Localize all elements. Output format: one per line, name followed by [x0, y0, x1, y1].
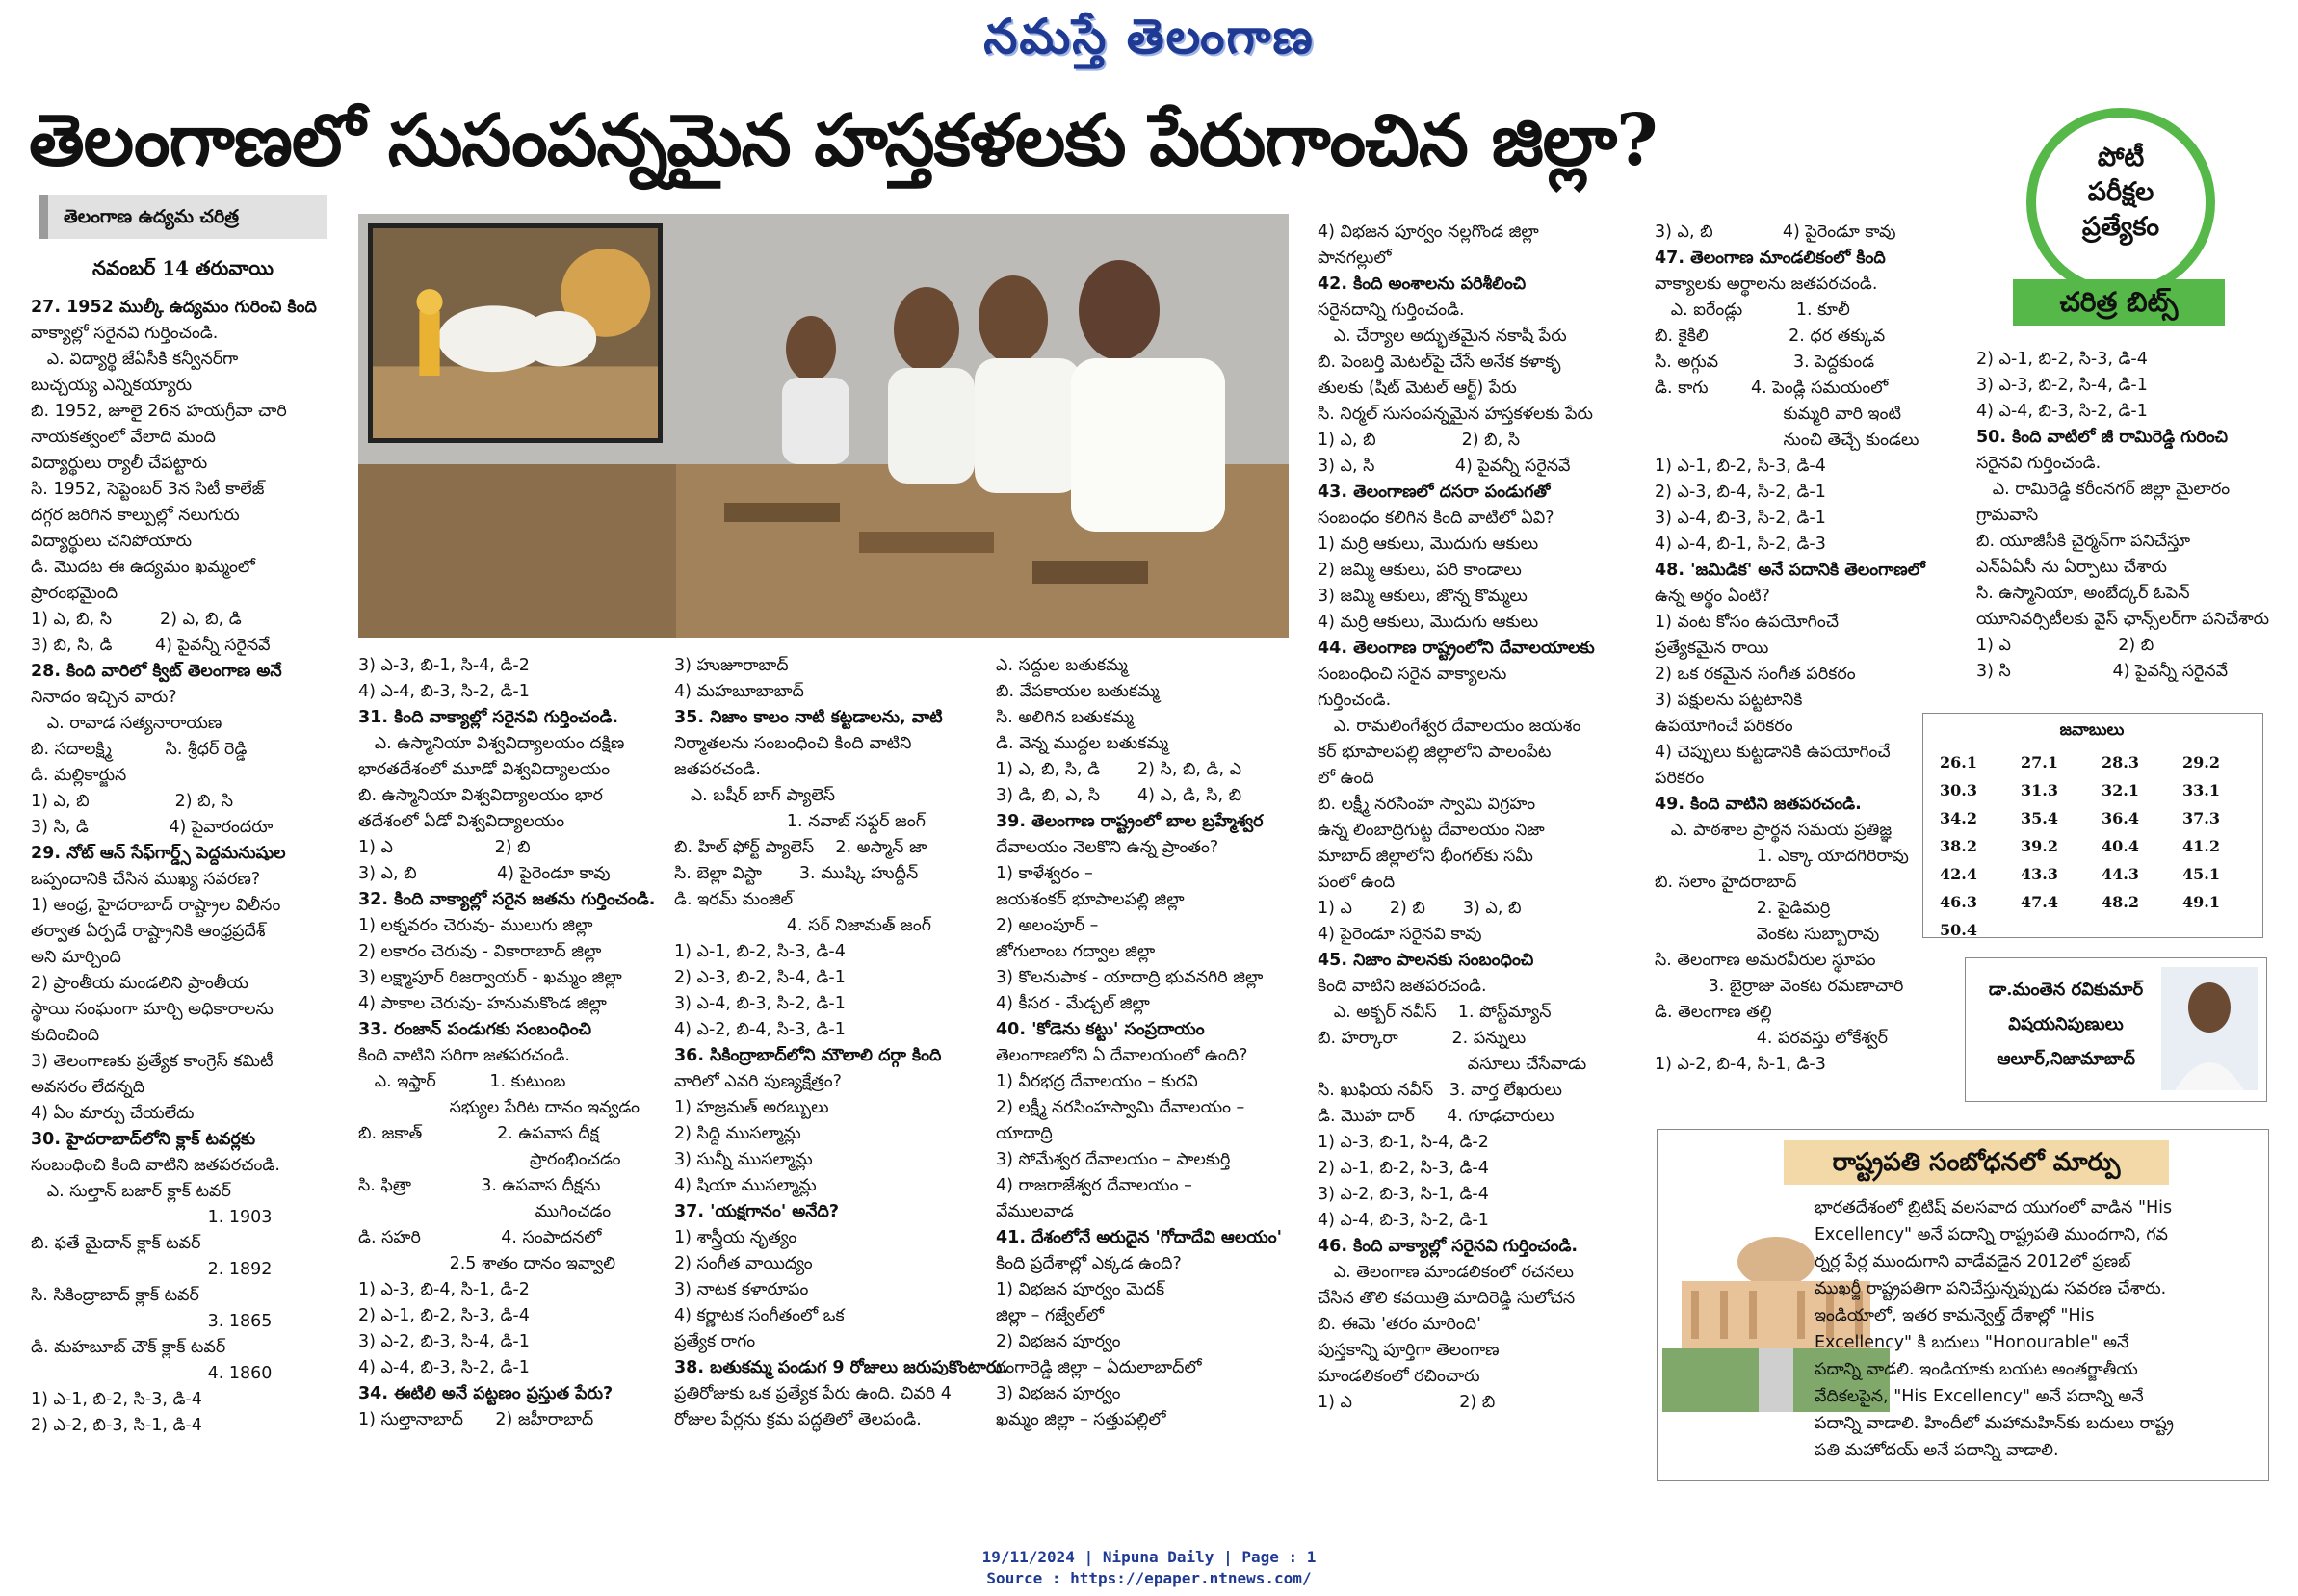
text-line: తెలంగాణలోని ఏ దేవాలయంలో ఉంది?: [996, 1046, 1248, 1065]
text-line: పదాన్ని వాడలి. ఇండియాకు బయట అంతర్జాతీయ: [1815, 1360, 2138, 1379]
text-line: గుర్తించండి.: [1318, 691, 1392, 710]
text-line: వారిలో ఎవరి పుణ్యక్షేత్రం?: [674, 1072, 842, 1091]
column-3: [674, 653, 1008, 1433]
answer-item: 47.4: [2021, 893, 2058, 911]
text-line: 2) ప్రాంతీయ మండలిని ప్రాంతీయ: [31, 974, 248, 993]
text-line: 1) లక్నవరం చెరువు- ములుగు జిల్లా: [358, 916, 593, 935]
text-line: 4) కీసర - మేడ్చల్ జిల్లా: [996, 994, 1150, 1013]
text-line: 1) ఎ, బి, సి 2) ఎ, బి, డి: [31, 610, 242, 629]
answer-item: 31.3: [2021, 781, 2058, 799]
text-line: తులకు (షీట్ మెటల్ ఆర్ట్) పేరు: [1318, 379, 1517, 398]
text-line: 4) పాకాల చెరువు- హనుమకొండ జిల్లా: [358, 994, 607, 1013]
text-line: 3) ఎ, సి 4) పైవన్నీ సరైనవే: [1318, 457, 1571, 476]
text-line: ఎ. ఇఫ్తార్ 1. కుటుంబ: [358, 1072, 566, 1091]
text-line: వేములవాడ: [996, 1202, 1074, 1221]
expert-info: [1974, 973, 2157, 1077]
text-line: నినాదం ఇచ్చిన వారు?: [31, 688, 177, 707]
text-line: 2) ఎ-2, బి-3, సి-1, డి-4: [31, 1416, 202, 1435]
text-line: 3) ఎ, బి 4) పైరెండూ కావు: [1655, 222, 1896, 242]
text-line: 1) ఎ-1, బి-2, సి-3, డి-4: [674, 942, 846, 961]
text-line: ప్రతిరోజుకు ఒక ప్రత్యేక పేరు ఉంది. చివరి 4: [674, 1384, 952, 1403]
text-line: 1) సుల్తానాబాద్ 2) జహీరాబాద్: [358, 1410, 594, 1429]
text-line: బి. లక్ష్మీ నరసింహ స్వామి విగ్రహం: [1318, 795, 1536, 814]
text-line: ర్నర్ల పేర్ల ముందుగాని వాడేవడైన 2012లో ప్రణబ్: [1815, 1252, 2131, 1271]
text-line: జోగులాంబ గద్వాల జిల్లా: [996, 942, 1156, 961]
text-line: బి. 1952, జూలై 26న హయగ్రీవా చారి: [31, 402, 287, 421]
text-line: 1) వీరభద్ర దేవాలయం – కురవి: [996, 1072, 1198, 1091]
answer-item: 26.1: [1940, 753, 1977, 772]
text-line: యూనివర్సిటీలకు వైస్ ఛాన్స్‌లర్‌గా పనిచేశారు: [1976, 610, 2270, 629]
text-line: బి. ఫతే మైదాన్ క్లాక్ టవర్: [31, 1234, 201, 1253]
text-line: 2) లకారం చెరువు - వికారాబాద్ జిల్లా: [358, 942, 602, 961]
text-line: Excellency" అనే పదాన్ని రాష్ట్రపతి ముందగాని, గవ: [1815, 1225, 2168, 1244]
text-line: 1) ఎ-1, బి-2, సి-3, డి-4: [1655, 457, 1826, 476]
text-line: Excellency" కి బదులు "Honourable" అనే: [1815, 1333, 2129, 1352]
footer: [0, 1547, 2298, 1589]
text-line: 3) సి 4) పైవన్నీ సరైనవే: [1976, 662, 2229, 681]
masthead: నమస్తే తెలంగాణ: [983, 8, 1315, 65]
badge-line: ప్రత్యేకం: [2081, 212, 2160, 242]
text-line: 43. తెలంగాణలో దసరా పండుగతో: [1318, 483, 1551, 502]
text-line: డి. వెన్న ముద్దల బతుకమ్మ: [996, 734, 1169, 753]
text-line: 47. తెలంగాణ మాండలికంలో కింది: [1655, 249, 1886, 268]
text-line: 3) ఎ-3, బి-1, సి-4, డి-2: [358, 656, 530, 675]
text-line: 28. కింది వారిలో క్విట్ తెలంగాణ అనే: [31, 662, 282, 681]
text-line: 29. నోట్ ఆన్ సేఫ్‌గార్డ్స్ పెద్దమనుషుల: [31, 844, 286, 863]
text-line: విద్యార్థులు చనిపోయారు: [31, 532, 193, 551]
text-line: ఎ. విద్యార్థి జేఏసీకి కన్వీనర్‌గా: [31, 350, 239, 369]
text-line: ఎ. బషీర్ బాగ్ ప్యాలెస్: [674, 786, 836, 805]
text-line: జిల్లా – గజ్వేల్‌లో: [996, 1306, 1105, 1325]
answer-item: 30.3: [1940, 781, 1977, 799]
text-line: విద్యార్థులు ర్యాలీ చేపట్టారు: [31, 454, 208, 473]
text-line: ఉన్న అర్థం ఏంటి?: [1655, 587, 1770, 606]
text-line: ఎ. ఉస్మానియా విశ్వవిద్యాలయం దక్షిణ: [358, 734, 625, 753]
text-line: బి. వేపకాయల బతుకమ్మ: [996, 682, 1160, 701]
text-line: బి. ఈమె 'తరం మారింది': [1318, 1315, 1481, 1334]
text-line: నిర్మాతలను సంబంధించి కింది వాటిని: [674, 734, 912, 753]
text-line: బి. సలాం హైదరాబాద్: [1655, 873, 1797, 892]
text-line: 2) ఒక రకమైన సంగీత పరికరం: [1655, 665, 1856, 684]
text-line: పుస్తకాన్ని పూర్తిగా తెలంగాణ: [1318, 1341, 1500, 1360]
text-line: ప్రత్యేక రాగం: [674, 1332, 756, 1351]
text-line: భారతదేశంలో మూడో విశ్వవిద్యాలయం: [358, 760, 611, 779]
text-line: 1) ఎ 2) బి: [1318, 1393, 1496, 1412]
text-line: ఒప్పందానికి చేసిన ముఖ్య సవరణ?: [31, 870, 261, 889]
text-line: 1) మర్రి ఆకులు, మొదుగు ఆకులు: [1318, 535, 1539, 554]
text-line: చేసిన తొలి కవయిత్రి మాదిరెడ్డి సులోచన: [1318, 1289, 1576, 1308]
text-line: 1) ఎ-2, బి-4, సి-1, డి-3: [1655, 1055, 1826, 1074]
text-line: 4. పరవస్తు లోకేశ్వర్: [1655, 1029, 1888, 1048]
answer-item: 48.2: [2102, 893, 2139, 911]
text-line: బుచ్చయ్య ఎన్నికయ్యారు: [31, 376, 193, 395]
text-line: డి. మొదట ఈ ఉద్యమం ఖమ్మంలో: [31, 558, 255, 577]
text-line: కింది వాటిని సరిగా జతపరచండి.: [358, 1046, 570, 1065]
text-line: 27. 1952 ముల్కీ ఉద్యమం గురించి కింది: [31, 298, 317, 317]
text-line: మాండలికంలో రచించారు: [1318, 1367, 1480, 1386]
text-line: 40. 'కోడెను కట్టు' సంప్రదాయం: [996, 1020, 1205, 1039]
text-line: 1) ఆంధ్ర, హైదరాబాద్ రాష్ట్రాల విలీనం: [31, 896, 281, 915]
text-line: 1) ఎ, బి, సి, డి 2) సి, బి, డి, ఎ: [996, 760, 1242, 779]
text-line: 1. ఎక్కా యాదగిరిరావు: [1655, 847, 1909, 866]
text-line: నుంచి తెచ్చే కుండలు: [1655, 431, 1919, 450]
badge-tag: చరిత్ర బిట్స్: [2013, 279, 2225, 326]
text-line: వెంకట సుబ్బారావు: [1655, 925, 1880, 944]
text-line: ఎ. పాఠశాల ప్రార్థన సమయ ప్రతిజ్ఞ: [1655, 821, 1893, 840]
text-line: 4) ఎ-4, బి-3, సి-2, డి-1: [1318, 1211, 1489, 1230]
text-line: పతి మహోదయ్ అనే పదాన్ని వాడాలి.: [1815, 1441, 2059, 1460]
answer-item: 36.4: [2102, 809, 2139, 827]
text-line: బి. పెంబర్తి మెటల్‌పై చేసే అనేక కళాకృ: [1318, 353, 1561, 372]
text-line: 3) సి, డి 4) పైవారందరూ: [31, 818, 274, 837]
text-line: 32. కింది వాక్యాల్లో సరైన జతను గుర్తించండి.: [358, 890, 656, 909]
column-4: [996, 653, 1304, 1433]
text-line: గ్రామవాసి: [1976, 506, 2039, 525]
text-line: 3) డి, బి, ఎ, సి 4) ఎ, డి, సి, బి: [996, 786, 1242, 805]
text-line: 42. కింది అంశాలను పరిశీలించి: [1318, 275, 1527, 294]
president-title: రాష్ట్రపతి సంబోధనలో మార్పు: [1784, 1140, 2169, 1185]
text-line: 4) కర్ణాటక సంగీతంలో ఒక: [674, 1306, 845, 1325]
text-line: డి. సహరి 4. సంపాదనలో: [358, 1228, 602, 1247]
expert-role: విషయనిపుణులు: [2008, 1014, 2124, 1034]
text-line: 4) షియా ముసల్మాన్లు: [674, 1176, 817, 1195]
text-line: 4) మహబూబాబాద్: [674, 682, 804, 701]
text-line: 30. హైదరాబాద్‌లోని క్లాక్ టవర్లకు: [31, 1130, 256, 1149]
text-line: 2) విభజన పూర్వం: [996, 1332, 1121, 1351]
answer-item: 34.2: [1940, 809, 1977, 827]
text-line: 3) ఎ-2, బి-3, సి-1, డి-4: [1318, 1185, 1489, 1204]
text-line: 4) చెప్పులు కుట్టడానికి ఉపయోగించే: [1655, 743, 1891, 762]
text-line: 4) మర్రి ఆకులు, మొదుగు ఆకులు: [1318, 613, 1539, 632]
answer-item: 46.3: [1940, 893, 1977, 911]
text-line: తదేశంలో ఏడో విశ్వవిద్యాలయం: [358, 812, 565, 831]
answer-item: 33.1: [2182, 781, 2220, 799]
text-line: సరైనదాన్ని గుర్తించండి.: [1318, 301, 1465, 320]
answer-item: 32.1: [2102, 781, 2139, 799]
text-line: కింది ప్రదేశాల్లో ఎక్కడ ఉంది?: [996, 1254, 1182, 1273]
text-line: 2) ఎ-3, బి-4, సి-2, డి-1: [1655, 483, 1826, 502]
text-line: డి. మొహ దార్ 4. గూఢచారులు: [1318, 1107, 1554, 1126]
text-line: దగ్గర జరిగిన కాల్పుల్లో నలుగురు: [31, 506, 240, 525]
text-line: 3) పక్షులను పట్టటానికి: [1655, 691, 1803, 710]
text-line: ఎ. రామిరెడ్డి కరీంనగర్ జిల్లా మైలారం: [1976, 480, 2231, 499]
text-line: 35. నిజాం కాలం నాటి కట్టడాలను, వాటి: [674, 708, 943, 727]
column-2: [358, 653, 663, 1433]
text-line: 2) జమ్మి ఆకులు, పరి కాండాలు: [1318, 561, 1522, 580]
text-line: 3) విభజన పూర్వం: [996, 1384, 1121, 1403]
text-line: డి. తెలంగాణ తల్లి: [1655, 1003, 1772, 1022]
answer-item: 38.2: [1940, 837, 1977, 855]
text-line: 1. నవాబ్ సఫ్దర్ జంగ్: [674, 812, 926, 831]
text-line: 4) ఎ-4, బి-3, సి-2, డి-1: [358, 1358, 530, 1377]
text-line: ప్రారంభమైంది: [31, 584, 118, 603]
text-line: వాక్యాలకు అర్థాలను జతపరచండి.: [1655, 275, 1878, 294]
answer-item: 41.2: [2182, 837, 2220, 855]
text-line: 4) ఎ-4, బి-3, సి-2, డి-1: [1976, 402, 2148, 421]
text-line: 1) ఎ-1, బి-2, సి-3, డి-4: [31, 1390, 202, 1409]
text-line: బి. ఉస్మానియా విశ్వవిద్యాలయం భార: [358, 786, 603, 805]
text-line: 3. 1865: [31, 1312, 273, 1331]
text-line: సి. నిర్మల్ సుసంపన్నమైన హస్తకళలకు పేరు: [1318, 405, 1593, 424]
text-line: 2) లక్ష్మీ నరసింహస్వామి దేవాలయం –: [996, 1098, 1245, 1117]
text-line: ఉపయోగించే పరికరం: [1655, 717, 1793, 736]
text-line: ఎ. రామలింగేశ్వర దేవాలయం జయశం: [1318, 717, 1581, 736]
text-line: 1) విభజన పూర్వం మెదక్: [996, 1280, 1165, 1299]
text-line: 2. పైడిమర్రి: [1655, 899, 1831, 918]
text-line: 49. కింది వాటిని జతపరచండి.: [1655, 795, 1862, 814]
text-line: 36. సికింద్రాబాద్‌లోని మౌలాలి దర్గా కింది: [674, 1046, 942, 1065]
text-line: 3) ఎ-4, బి-3, సి-2, డి-1: [674, 994, 846, 1013]
text-line: పానగల్లులో: [1318, 249, 1392, 268]
text-line: 3) లక్ష్మాపూర్ రిజర్వాయర్ - ఖమ్మం జిల్లా: [358, 968, 622, 987]
text-line: 31. కింది వాక్యాల్లో సరైనవి గుర్తించండి.: [358, 708, 619, 727]
text-line: ఖమ్మం జిల్లా – సత్తుపల్లిలో: [996, 1410, 1166, 1429]
answer-item: 28.3: [2102, 753, 2139, 772]
text-line: బి. కైకిలి 2. ధర తక్కువ: [1655, 327, 1886, 346]
column-1: [31, 295, 337, 1439]
answer-item: 42.4: [1940, 865, 1977, 883]
text-line: 1) వంట కోసం ఉపయోగించే: [1655, 613, 1840, 632]
text-line: 3) ఎ, బి 4) పైరెండూ కావు: [358, 864, 611, 883]
text-line: 3) నాటక కళారూపం: [674, 1280, 809, 1299]
text-line: 2.5 శాతం దానం ఇవ్వాలి: [358, 1254, 616, 1273]
text-line: 44. తెలంగాణ రాష్ట్రంలోని దేవాలయాలకు: [1318, 639, 1595, 658]
text-line: 1) ఎ-3, బి-1, సి-4, డి-2: [1318, 1133, 1489, 1152]
text-line: 45. నిజాం పాలనకు సంబంధించి: [1318, 951, 1534, 970]
expert-name: డా.మంతెన రవికుమార్: [1988, 980, 2144, 1000]
column-5: [1318, 220, 1635, 1416]
text-line: ఎ. సుల్తాన్ బజార్ క్లాక్ టవర్: [31, 1182, 231, 1201]
text-line: నాయకత్వంలో వేలాది మంది: [31, 428, 216, 447]
text-line: సి. బెల్లా విస్టా 3. ముష్కి హుద్దీన్: [674, 864, 919, 883]
text-line: 1) ఎ, బి 2) బి, సి: [31, 792, 234, 811]
text-line: సభ్యుల పేరిట దానం ఇవ్వడం: [358, 1098, 640, 1117]
text-line: 3) జమ్మి ఆకులు, జొన్న కొమ్మలు: [1318, 587, 1528, 606]
answer-item: 29.2: [2182, 753, 2220, 772]
text-line: సి. అగ్గువ 3. పెద్దకుండ: [1655, 353, 1875, 372]
text-line: సరైనవి గుర్తించండి.: [1976, 454, 2102, 473]
text-line: 3) తెలంగాణకు ప్రత్యేక కాంగ్రెస్ కమిటీ: [31, 1052, 274, 1071]
text-line: 3) హుజూరాబాద్: [674, 656, 789, 675]
text-line: 4. సర్ నిజామత్ జంగ్: [674, 916, 931, 935]
text-line: రంగారెడ్డి జిల్లా – ఏదులాబాద్‌లో: [996, 1358, 1202, 1377]
text-line: ఎ. తెలంగాణ మాండలికంలో రచనలు: [1318, 1263, 1574, 1282]
text-line: వాక్యాల్లో సరైనవి గుర్తించండి.: [31, 324, 219, 343]
text-line: 41. దేశంలోనే అరుదైన 'గోదాదేవి ఆలయం': [996, 1228, 1282, 1247]
text-line: ఎ. ఐరేండ్లు 1. కూలీ: [1655, 301, 1850, 320]
text-line: సి. ఫిత్రా 3. ఉపవాస దీక్షను: [358, 1176, 601, 1195]
text-line: పరికరం: [1655, 769, 1705, 788]
text-line: 1) హజ్రమత్ అరబ్బులు: [674, 1098, 829, 1117]
text-line: 46. కింది వాక్యాల్లో సరైనవి గుర్తించండి.: [1318, 1237, 1579, 1256]
text-line: 2) సిద్ది ముసల్మాన్లు: [674, 1124, 801, 1143]
text-line: సి. ఉస్మానియా, అంబేద్కర్ ఓపెన్: [1976, 584, 2190, 603]
answer-item: 39.2: [2021, 837, 2058, 855]
column-7: [1976, 347, 2285, 685]
answer-item: 40.4: [2102, 837, 2139, 855]
column-6: [1655, 220, 1972, 1078]
text-line: కింది వాటిని జతపరచండి.: [1318, 977, 1487, 996]
text-line: సంబంధం కలిగిన కింది వాటిలో ఏవి?: [1318, 509, 1554, 528]
text-line: 2) అలంపూర్ –: [996, 916, 1099, 935]
text-line: 2) సంగీత వాయిద్యం: [674, 1254, 813, 1273]
text-line: 4) ఎ-4, బి-1, సి-2, డి-3: [1655, 535, 1826, 554]
wooden-toys-inset-photo: [368, 223, 663, 443]
text-line: ఎన్ఏఏసీ ను ఏర్పాటు చేశారు: [1976, 558, 2167, 577]
headline: తెలంగాణలో సుసంపన్నమైన హస్తకళలకు పేరుగాంచిన జిల్లా?: [29, 99, 1658, 182]
footer-source-line: Source : https://epaper.ntnews.com/: [986, 1569, 1312, 1587]
text-line: 1) శాస్త్రీయ నృత్యం: [674, 1228, 797, 1247]
answer-item: 49.1: [2182, 893, 2220, 911]
text-line: 1) కాళేశ్వరం –: [996, 864, 1093, 883]
answer-item: 35.4: [2021, 809, 2058, 827]
text-line: 1) ఎ 2) బి: [1976, 636, 2154, 655]
text-line: డి. కాగు 4. పెండ్లి సమయంలో: [1655, 379, 1889, 398]
badge-line: పోటీ: [2097, 143, 2145, 172]
text-line: బి. హర్కారా 2. పన్నులు: [1318, 1029, 1527, 1048]
president-text: [1815, 1194, 2261, 1464]
text-line: ప్రత్యేకమైన రాయి: [1655, 639, 1769, 658]
text-line: సి. ఖుఫియ నవీస్ 3. వార్త లేఖరులు: [1318, 1081, 1562, 1100]
text-line: 1) ఎ, బి 2) బి, సి: [1318, 431, 1521, 450]
text-line: కుదించింది: [31, 1026, 100, 1045]
text-line: సి. తెలంగాణ అమరవీరుల స్థూపం: [1655, 951, 1876, 970]
text-line: స్థాయి సంఘంగా మార్చి అధికారాలను: [31, 1000, 274, 1019]
text-line: 4) రాజరాజేశ్వర దేవాలయం –: [996, 1176, 1192, 1195]
text-line: 4) ఏం మార్పు చేయలేదు: [31, 1104, 195, 1123]
expert-photo: [2161, 967, 2258, 1090]
text-line: 4) పైరెండూ సరైనవి కావు: [1318, 925, 1482, 944]
text-line: 1. 1903: [31, 1208, 273, 1227]
text-line: ముఖర్జీ రాష్ట్రపతిగా పనిచేస్తున్నప్పుడు సవరణ చేశారు.: [1815, 1279, 2167, 1298]
text-line: బి. జకాత్ 2. ఉపవాస దీక్ష: [358, 1124, 599, 1143]
text-line: 3) ఎ-3, బి-2, సి-4, డి-1: [1976, 376, 2148, 395]
text-line: డి. మల్లికార్జున: [31, 766, 127, 785]
answer-item: 45.1: [2182, 865, 2220, 883]
text-line: లో ఉంది: [1318, 769, 1374, 788]
text-line: దేవాలయం నెలకొని ఉన్న ప్రాంతం?: [996, 838, 1219, 857]
text-line: 3) ఎ-4, బి-3, సి-2, డి-1: [1655, 509, 1826, 528]
text-line: కర్ భూపాలపల్లి జిల్లాలోని పాలంపేట: [1318, 743, 1552, 762]
text-line: 50. కింది వాటిలో జీ రామిరెడ్డి గురించి: [1976, 428, 2229, 447]
answer-item: 43.3: [2021, 865, 2058, 883]
text-line: అవసరం లేదన్నది: [31, 1078, 145, 1097]
text-line: భారతదేశంలో బ్రిటిష్ వలసవాద యుగంలో వాడిన "His: [1815, 1198, 2173, 1217]
text-line: రోజుల పేర్లను క్రమ పద్ధతిలో తెలపండి.: [674, 1410, 922, 1429]
text-line: మాబాద్ జిల్లాలోని భీంగల్‌కు సమీ: [1318, 847, 1533, 866]
text-line: 1) ఎ-3, బి-4, సి-1, డి-2: [358, 1280, 530, 1299]
text-line: జయశంకర్ భూపాలపల్లి జిల్లా: [996, 890, 1185, 909]
text-line: 3) సున్నీ ముసల్మాన్లు: [674, 1150, 813, 1169]
text-line: బి. సదాలక్ష్మి సి. శ్రీధర్ రెడ్డి: [31, 740, 248, 759]
text-line: 3. బైర్రాజు వెంకట రమణాచారి: [1655, 977, 1904, 996]
text-line: ముగించడం: [358, 1202, 612, 1221]
text-line: 2. 1892: [31, 1260, 273, 1279]
text-line: సి. సికింద్రాబాద్ క్లాక్ టవర్: [31, 1286, 199, 1305]
text-line: ఎ. సద్దుల బతుకమ్మ: [996, 656, 1128, 675]
text-line: 2) ఎ-1, బి-2, సి-3, డి-4: [1318, 1159, 1489, 1178]
expert-place: ఆలూర్,నిజామాబాద్: [1997, 1049, 2135, 1069]
text-line: 4) ఎ-4, బి-3, సి-2, డి-1: [358, 682, 530, 701]
competitive-exam-badge: [2026, 108, 2215, 297]
text-line: 38. బతుకమ్మ పండుగ 9 రోజులు జరుపుకొంటారు.: [674, 1358, 1008, 1377]
text-line: సంబంధించి సరైన వాక్యాలను: [1318, 665, 1507, 684]
text-line: 37. 'యక్షగానం' అనేది?: [674, 1202, 840, 1221]
text-line: జతపరచండి.: [674, 760, 761, 779]
text-line: 33. రంజాన్ పండుగకు సంబంధించి: [358, 1020, 591, 1039]
text-line: పదాన్ని వాడాలి. హిందీలో మహామహిన్‌కు బదులు రాష్ట్ర: [1815, 1414, 2174, 1433]
text-line: 3) సోమేశ్వర దేవాలయం – పాలకుర్తి: [996, 1150, 1231, 1169]
text-line: కుమ్మరి వారి ఇంటి: [1655, 405, 1901, 424]
text-line: సంబంధించి కింది వాటిని జతపరచండి.: [31, 1156, 280, 1175]
text-line: ఎ. చేర్యాల అద్భుతమైన నకాషీ పేరు: [1318, 327, 1567, 346]
text-line: వేదికలపైన, "His Excellency" అనే పదాన్ని అనే: [1815, 1387, 2144, 1406]
text-line: బి. యూజీసీకి చైర్మన్‌గా పనిచేస్తూ: [1976, 532, 2191, 551]
text-line: యాదాద్రి: [996, 1124, 1053, 1143]
text-line: ఉన్న లింబాద్రిగుట్ట దేవాలయం నిజా: [1318, 821, 1545, 840]
text-line: డి. మహబూబ్ చౌక్ క్లాక్ టవర్: [31, 1338, 226, 1357]
text-line: 2) ఎ-1, బి-2, సి-3, డి-4: [358, 1306, 530, 1325]
section-label: తెలంగాణ ఉద్యమ చరిత్ర: [39, 195, 327, 239]
answers-title: జవాబులు: [2059, 720, 2125, 740]
text-line: తర్వాత ఏర్పడే రాష్ట్రానికి ఆంధ్రప్రదేశ్: [31, 922, 266, 941]
text-line: 3) కొలనుపాక - యాదాద్రి భువనగిరి జిల్లా: [996, 968, 1264, 987]
answer-item: 44.3: [2102, 865, 2139, 883]
footer-date-line: 19/11/2024 | Nipuna Daily | Page : 1: [981, 1548, 1317, 1566]
text-line: 4) ఎ-2, బి-4, సి-3, డి-1: [674, 1020, 846, 1039]
text-line: 2) ఎ-3, బి-2, సి-4, డి-1: [674, 968, 846, 987]
text-line: 3) బి, సి, డి 4) పైవన్నీ సరైనవే: [31, 636, 271, 655]
text-line: 4. 1860: [31, 1364, 273, 1383]
text-line: 4) విభజన పూర్వం నల్లగొండ జిల్లా: [1318, 222, 1539, 242]
text-line: అని మార్చింది: [31, 948, 121, 967]
text-line: 2) ఎ-1, బి-2, సి-3, డి-4: [1976, 350, 2148, 369]
answer-item: 37.3: [2182, 809, 2220, 827]
text-line: ఇండియాలో, ఇతర కామన్వెల్త్ దేశాల్లో "His: [1815, 1306, 2095, 1325]
text-line: 1) ఎ 2) బి 3) ఎ, బి: [1318, 899, 1522, 918]
text-line: ప్రారంభించడం: [358, 1150, 621, 1169]
text-line: సి. 1952, సెప్టెంబర్ 3న సిటీ కాలేజ్: [31, 480, 265, 499]
text-line: ఎ. అక్బర్ నవీస్ 1. పోస్ట్‌మ్యాన్: [1318, 1003, 1552, 1022]
answer-item: 50.4: [1940, 921, 1977, 939]
answer-item: 27.1: [2021, 753, 2058, 772]
badge-line: పరీక్షల: [2087, 177, 2154, 207]
section-subhead: నవంబర్ 14 తరువాయి: [91, 256, 274, 279]
text-line: సి. అలిగిన బతుకమ్మ: [996, 708, 1134, 727]
text-line: 34. ఈటిలి అనే పట్టణం ప్రస్తుత పేరు?: [358, 1384, 614, 1403]
text-line: 39. తెలంగాణ రాష్ట్రంలో బాల బ్రహ్మేశ్వర: [996, 812, 1264, 831]
text-line: 1) ఎ 2) బి: [358, 838, 531, 857]
text-line: బి. హిల్ ఫోర్ట్ ప్యాలెస్ 2. అస్మాన్ జా: [674, 838, 927, 857]
text-line: 3) ఎ-2, బి-3, సి-4, డి-1: [358, 1332, 530, 1351]
text-line: డి. ఇరమ్ మంజిల్: [674, 890, 794, 909]
text-line: పంలో ఉంది: [1318, 873, 1396, 892]
text-line: 48. 'జమిడిక' అనే పదానికి తెలంగాణలో: [1655, 561, 1925, 580]
text-line: ఎ. రావాడ సత్యనారాయణ: [31, 714, 222, 733]
text-line: వసూలు చేసేవాడు: [1318, 1055, 1587, 1074]
